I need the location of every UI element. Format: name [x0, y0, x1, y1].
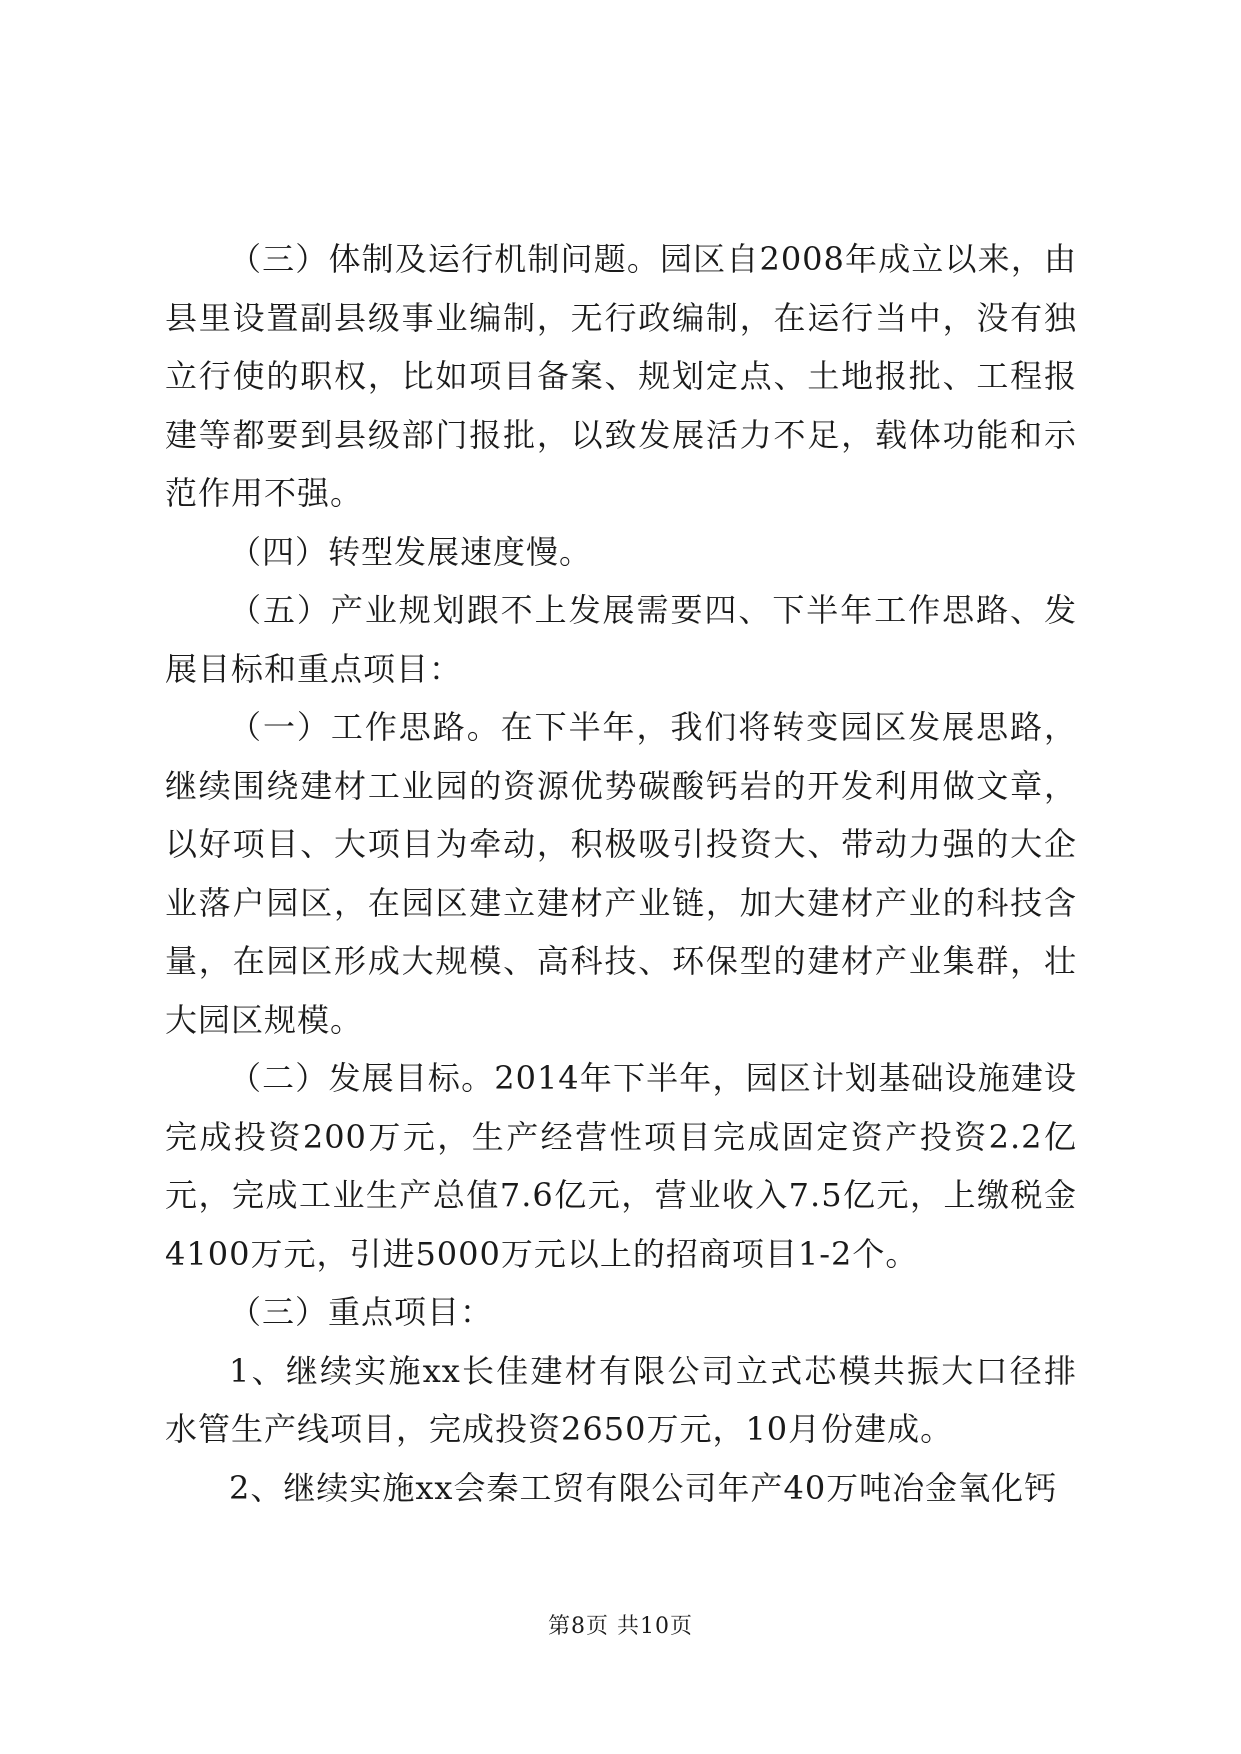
paragraph-key-projects-heading: （三）重点项目： — [229, 1293, 494, 1331]
paragraph-project-2: 2、继续实施xx会秦工贸有限公司年产40万吨冶金氧化钙 — [229, 1468, 1058, 1507]
page-number-footer: 第8页 共10页 — [548, 1614, 693, 1639]
paragraph-work-ideas: （一）工作思路。在下半年，我们将转变园区发展思路，继续围绕建材工业园的资源优势碳酸钙岩的开发利用做文章，以好项目、大项目为牵动，积极吸引投资大、带动力强的大企业落户园区，在园区建立建材产业链，加大建材产业的科技含量，在园区形成大规模、高科技、环保型的建材产业集群，壮大园区规模。 — [165, 708, 1077, 1039]
paragraph-project-1: 1、继续实施xx长佳建材有限公司立式芯模共振大口径排水管生产线项目，完成投资2650万元，10月份建成。 — [165, 1351, 1077, 1448]
paragraph-system-issues: （三）体制及运行机制问题。园区自2008年成立以来，由县里设置副县级事业编制，无行政编制，在运行当中，没有独立行使的职权，比如项目备案、规划定点、土地报批、工程报建等都要到县级部门报批，以致发展活力不足，载体功能和示范作用不强。 — [165, 240, 1077, 512]
paragraph-industry-planning: （五）产业规划跟不上发展需要四、下半年工作思路、发展目标和重点项目： — [165, 591, 1077, 688]
paragraph-development-goals: （二）发展目标。2014年下半年，园区计划基础设施建设完成投资200万元，生产经营性项目完成固定资产投资2.2亿元，完成工业生产总值7.6亿元，营业收入7.5亿元，上缴税金4100万元，引进5000万元以上的招商项目1-2个。 — [165, 1059, 1077, 1273]
paragraph-transformation-slow: （四）转型发展速度慢。 — [229, 532, 593, 571]
document-body — [165, 230, 1077, 1517]
